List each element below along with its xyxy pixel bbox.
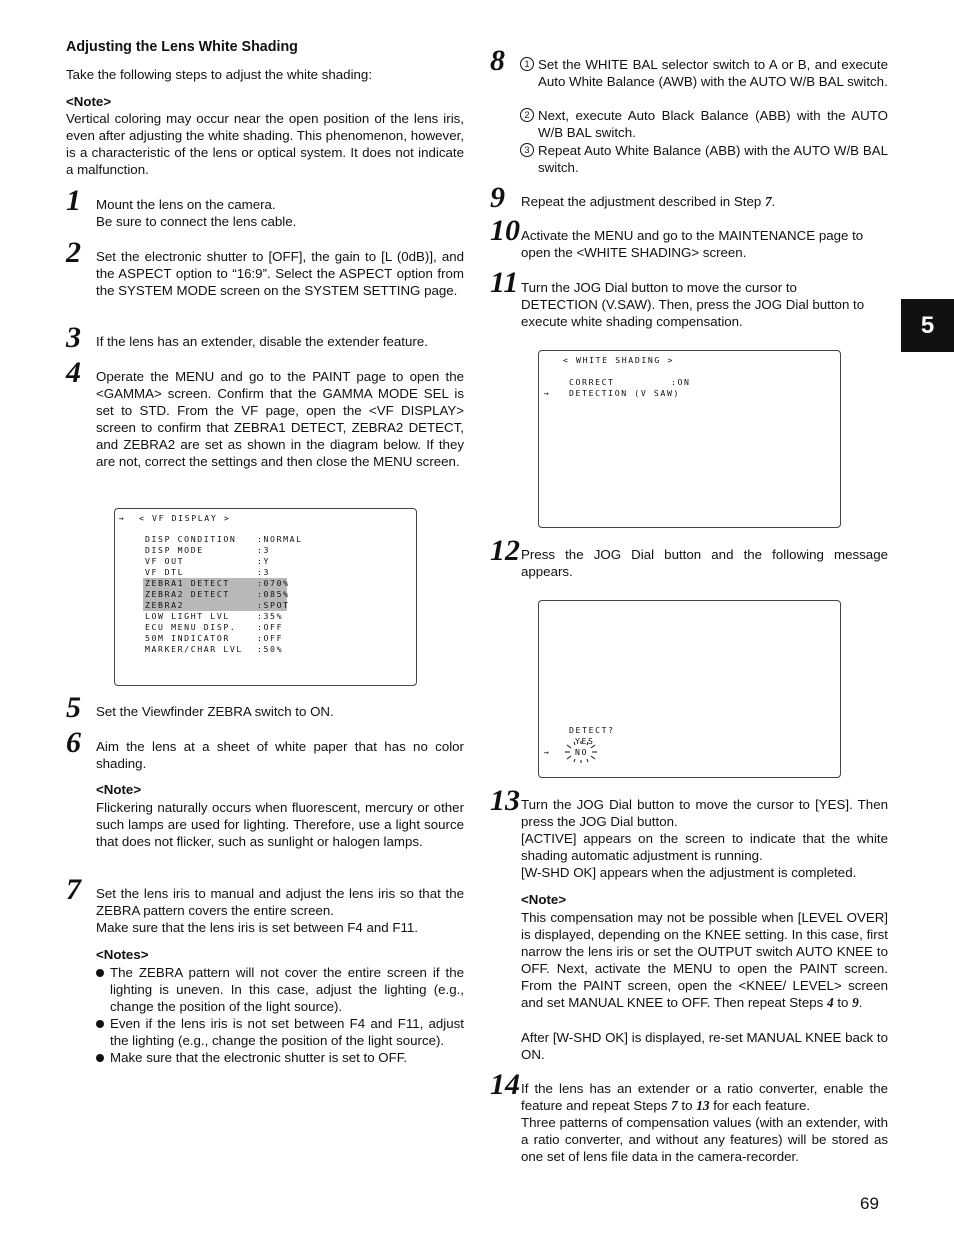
step-14-text-post: for each feature. (709, 1098, 811, 1113)
step-14-text-2: Three patterns of compensation values (with an extender, with a ratio converter, and without any features) will be stored as one set of lens file data in the camera-recorder. (521, 1115, 888, 1164)
step-9-text (521, 193, 775, 210)
circled-number-3: 3 (520, 143, 534, 157)
step-14-text (521, 1080, 888, 1114)
vf-row-value: :35% (257, 611, 284, 621)
vf-row-value: :NORMAL (257, 534, 303, 544)
step-10-number: 10 (490, 214, 520, 247)
bullet-dot (96, 969, 104, 977)
step-7-number: 7 (66, 873, 81, 906)
step-ref: 7 (671, 1098, 678, 1113)
step-6-number: 6 (66, 726, 81, 759)
blinking-highlight-icon (563, 740, 599, 764)
step-1-line-2: Be sure to connect the lens cable. (96, 214, 297, 229)
step-13-note-text (521, 909, 888, 1011)
white-shading-screen (538, 350, 841, 528)
step-9-number: 9 (490, 181, 505, 214)
chapter-tab: 5 (901, 299, 954, 352)
detect-question: DETECT? (569, 725, 615, 735)
bullet-dot (96, 1054, 104, 1062)
step-8-item (520, 56, 888, 90)
vf-row-label: ZEBRA1 DETECT (145, 578, 230, 588)
vf-row-label: ZEBRA2 DETECT (145, 589, 230, 599)
step-6-note-text: Flickering naturally occurs when fluorescent, mercury or other such lamps are used for lighting. Therefore, use a light source that does not flicker, such as sunlight or halogen lamps. (96, 800, 464, 849)
step-3-text: If the lens has an extender, disable the extender feature. (96, 334, 428, 349)
step-11-line-3: execute white shading compensation. (521, 314, 743, 329)
step-7-notes-label: <Notes> (96, 947, 149, 962)
step-13-note-after: After [W-SHD OK] is displayed, re-set MANUAL KNEE back to ON. (521, 1030, 888, 1062)
note-label: <Note> (66, 94, 112, 109)
step-ref: 9 (852, 995, 859, 1010)
step-13-line-1: Turn the JOG Dial button to move the cursor to [YES]. Then press the JOG Dial button. (521, 797, 888, 829)
vf-row-label: VF OUT (145, 556, 185, 566)
step-11-line-2: DETECTION (V.SAW). Then, press the JOG Dial button to (521, 297, 865, 312)
step-2-text: Set the electronic shutter to [OFF], the gain to [L (0dB)], and the ASPECT option to “16:9”. Select the ASPECT option from the SYSTEM MODE screen on the SYSTEM SETTING page. (96, 249, 464, 298)
vf-row-label: MARKER/CHAR LVL (145, 644, 243, 654)
step-13-line-3: [W-SHD OK] appears when the adjustment is completed. (521, 865, 857, 880)
step-13-note-body: This compensation may not be possible when [LEVEL OVER] is displayed, depending on the KNEE setting. In this case, first narrow the lens iris or set the OUTPUT switch AUTO KNEE to OFF. Next, activate the MENU to open the PAINT screen. From the PAINT screen, open the <KNEE/ LEVEL> screen and set MANUAL KNEE to OFF. Then repeat Steps (521, 910, 888, 1010)
step-9-step-ref: 7 (764, 194, 772, 209)
vf-row-value: :Y (257, 556, 271, 566)
step-7-text-2: Make sure that the lens iris is set between F4 and F11. (96, 920, 418, 935)
vf-row-label: LOW LIGHT LVL (145, 611, 230, 621)
step-9-text-post: . (771, 194, 776, 209)
step-7-text: Set the lens iris to manual and adjust the lens iris so that the ZEBRA pattern covers the entire screen. (96, 886, 464, 918)
bullet-text: Make sure that the electronic shutter is set to OFF. (110, 1050, 408, 1065)
step-ref: 13 (696, 1098, 710, 1113)
step-8-item (520, 107, 888, 141)
step-8-item-text: Set the WHITE BAL selector switch to A or B, and execute Auto White Balance (AWB) with the AUTO W/B BAL switch. (538, 57, 888, 89)
vf-row-label: DISP MODE (145, 545, 204, 555)
section-heading: Adjusting the Lens White Shading (66, 39, 298, 55)
vf-row-value: :3 (257, 545, 271, 555)
step-2-number: 2 (66, 236, 81, 269)
vf-row-value: :50% (257, 644, 284, 654)
vf-row-label: ZEBRA2 (145, 600, 185, 610)
vf-row-value: :OFF (257, 633, 284, 643)
circled-number-2: 2 (520, 108, 534, 122)
step-8-item (520, 142, 888, 176)
step-8-item-text: Next, execute Auto Black Balance (ABB) with the AUTO W/B BAL switch. (538, 108, 888, 140)
step-6-text: Aim the lens at a sheet of white paper that has no color shading. (96, 739, 464, 771)
step-13-line-2: [ACTIVE] appears on the screen to indicate that the white shading automatic adjustment is running. (521, 831, 888, 863)
step-11-number: 11 (490, 266, 519, 299)
vf-display-screen (114, 508, 417, 686)
step-12-number: 12 (490, 534, 520, 567)
step-7-bullet (96, 1049, 464, 1066)
step-12-text: Press the JOG Dial button and the following message appears. (521, 547, 888, 579)
ws-row-detection-label: DETECTION (V SAW) (569, 388, 680, 398)
step-1-line-1: Mount the lens on the camera. (96, 197, 276, 212)
vf-row-label: DISP CONDITION (145, 534, 237, 544)
cursor-arrow-icon: → (544, 388, 551, 398)
detect-no-option: NO (575, 747, 589, 757)
bullet-text: The ZEBRA pattern will not cover the entire screen if the lighting is uneven. In this case, adjust the lighting (e.g., change the position of the light source). (110, 965, 464, 1014)
cursor-arrow-icon: → (119, 513, 126, 523)
page-number: 69 (860, 1194, 879, 1213)
circled-number-1: 1 (520, 57, 534, 71)
step-13-number: 13 (490, 784, 520, 817)
vf-row-label: VF DTL (145, 567, 185, 577)
step-8-item-text: Repeat Auto White Balance (ABB) with the AUTO W/B BAL switch. (538, 143, 888, 175)
ws-row-correct-label: CORRECT (569, 377, 615, 387)
step-8-number: 8 (490, 44, 505, 77)
step-7-bullet (96, 964, 464, 1015)
step-13-note-end: . (858, 995, 863, 1010)
vf-row-value: :OFF (257, 622, 284, 632)
vf-row-value: :3 (257, 567, 271, 577)
step-10-text: Activate the MENU and go to the MAINTENANCE page to open the <WHITE SHADING> screen. (521, 228, 864, 260)
vf-row-label: ECU MENU DISP. (145, 622, 237, 632)
vf-row-value: :070% (257, 578, 290, 588)
detect-yes-option: YES (575, 736, 595, 746)
vf-row-value: :SPOT (257, 600, 290, 610)
vf-screen-title: < VF DISPLAY > (139, 513, 231, 523)
step-4-text: Operate the MENU and go to the PAINT page to open the <GAMMA> screen. Confirm that the GAMMA MODE SEL is set to STD. From the VF page, open the <VF DISPLAY> screen to confirm that ZEBRA1 DETECT, ZEBRA2 DETECT, and ZEBRA2 are set as shown in the diagram below. If they are not, correct the settings and then close the MENU screen. (96, 369, 464, 469)
step-13-note-label: <Note> (521, 892, 567, 907)
vf-row-label: 50M INDICATOR (145, 633, 230, 643)
step-5-number: 5 (66, 691, 81, 724)
step-6-note-label: <Note> (96, 782, 142, 797)
step-ref: 4 (826, 995, 834, 1010)
step-1-number: 1 (66, 184, 81, 217)
vf-row-value: :085% (257, 589, 290, 599)
cursor-arrow-icon: → (544, 747, 551, 757)
intro-text: Take the following steps to adjust the white shading: (66, 67, 373, 82)
note-text: Vertical coloring may occur near the open position of the lens iris, even after adjusting the white shading. This phenomenon, however, is a characteristic of the lens or optical system. It does not indicate a malfunction. (66, 111, 464, 177)
step-4-number: 4 (66, 356, 81, 389)
step-9-text-pre: Repeat the adjustment described in Step (521, 194, 765, 209)
step-5-text: Set the Viewfinder ZEBRA switch to ON. (96, 704, 334, 719)
bullet-dot (96, 1020, 104, 1028)
ws-screen-title: < WHITE SHADING > (563, 355, 674, 365)
bullet-text: Even if the lens iris is not set between F4 and F11, adjust the lighting (e.g., change the position of the light source). (110, 1016, 464, 1048)
step-14-text-mid: to (677, 1098, 697, 1113)
step-11-line-1: Turn the JOG Dial button to move the cursor to (521, 280, 797, 295)
detect-screen (538, 600, 841, 778)
step-7-bullet (96, 1015, 464, 1049)
step-14-text-pre: If the lens has an extender or a ratio converter, enable the feature and repeat Steps (521, 1081, 888, 1113)
step-3-number: 3 (66, 321, 81, 354)
ws-row-correct-value: :ON (671, 377, 691, 387)
step-13-note-mid: to (833, 995, 853, 1010)
step-14-number: 14 (490, 1068, 520, 1101)
